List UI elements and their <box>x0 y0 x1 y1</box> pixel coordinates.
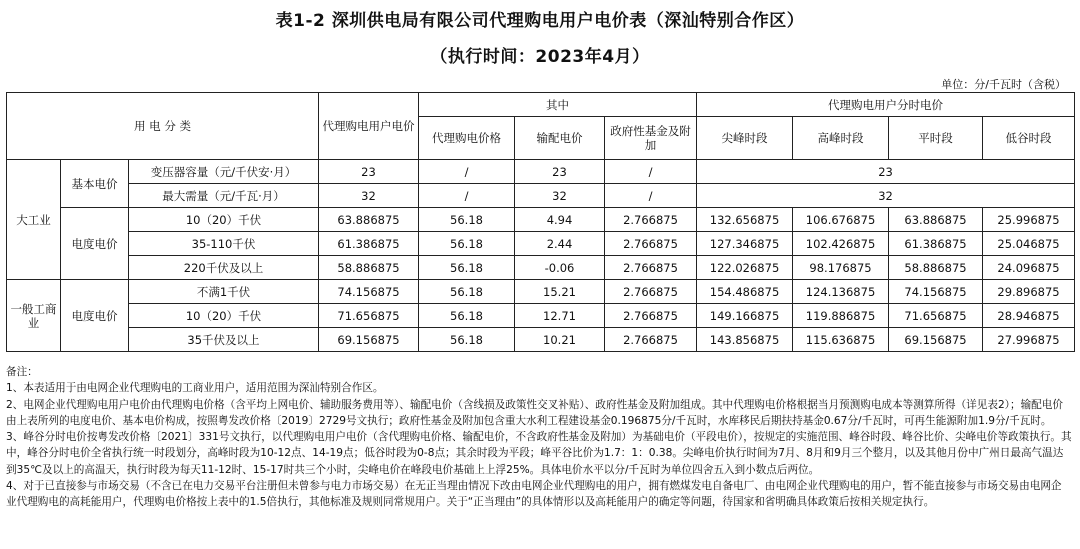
row-label: 10（20）千伏 <box>129 208 319 232</box>
cell-sharp: 143.856875 <box>697 328 793 352</box>
note-2: 2、电网企业代理购电用户电价由代理购电价格（含平均上网电价、辅助服务费用等）、输配电价（含线损及政策性交叉补贴）、政府性基金及附加组成。其中代理购电价格根据当月预测购电成本等测算所得（详见表2）；输配电价由上表所列的电度电价、基本电价构成，按照粤发改价格〔2019〕2729号文执行；政府性基金及附加包含重大水利工程建设基金0.196875分/千瓦时，水库移民后期扶持基金0.67分/千瓦时，可再生能源附加1.9分/千瓦时。 <box>6 398 1063 427</box>
cell-sharp: 127.346875 <box>697 232 793 256</box>
table-row <box>7 160 1075 184</box>
notes-heading: 备注： <box>6 366 38 378</box>
cell-peak: 98.176875 <box>793 256 889 280</box>
row-label: 35-110千伏 <box>129 232 319 256</box>
cell-flat: 74.156875 <box>889 280 983 304</box>
cell-valley: 25.046875 <box>983 232 1075 256</box>
cell-transmission: -0.06 <box>515 256 605 280</box>
cell-flat: 61.386875 <box>889 232 983 256</box>
cell-sharp: 132.656875 <box>697 208 793 232</box>
cell-peak: 124.136875 <box>793 280 889 304</box>
cell-purchase: 56.18 <box>419 328 515 352</box>
header-row-1 <box>7 93 1075 117</box>
cell-proxy: 63.886875 <box>319 208 419 232</box>
cell-fund: 2.766875 <box>605 328 697 352</box>
header-proxy-purchase: 代理购电价格 <box>419 117 515 160</box>
cell-proxy: 74.156875 <box>319 280 419 304</box>
header-of-which: 其中 <box>419 93 697 117</box>
cell-transmission: 4.94 <box>515 208 605 232</box>
cell-purchase: 56.18 <box>419 256 515 280</box>
cell-transmission: 23 <box>515 160 605 184</box>
cell-transmission: 2.44 <box>515 232 605 256</box>
table-row <box>7 208 1075 232</box>
note-1: 1、本表适用于由电网企业代理购电的工商业用户，适用范围为深汕特别合作区。 <box>6 382 384 395</box>
table-subtitle: （执行时间：2023年4月） <box>430 47 650 67</box>
table-row <box>7 256 1075 280</box>
cell-valley: 29.896875 <box>983 280 1075 304</box>
header-peak: 高峰时段 <box>793 117 889 160</box>
cell-sharp: 149.166875 <box>697 304 793 328</box>
notes-section <box>6 364 1072 511</box>
cell-purchase: 56.18 <box>419 232 515 256</box>
cell-flat: 69.156875 <box>889 328 983 352</box>
cell-fund: / <box>605 184 697 208</box>
cell-sharp: 122.026875 <box>697 256 793 280</box>
cell-purchase: / <box>419 160 515 184</box>
table-row <box>7 184 1075 208</box>
group-general: 一般工商业 <box>7 280 61 352</box>
subgroup-energy-price: 电度电价 <box>61 208 129 280</box>
cell-peak: 119.886875 <box>793 304 889 328</box>
header-peak-sharp: 尖峰时段 <box>697 117 793 160</box>
table-row <box>7 280 1075 304</box>
subgroup-basic-price: 基本电价 <box>61 160 129 208</box>
header-fund: 政府性基金及附加 <box>605 117 697 160</box>
group-large-industry: 大工业 <box>7 160 61 280</box>
row-label: 最大需量（元/千瓦·月） <box>129 184 319 208</box>
cell-peak: 115.636875 <box>793 328 889 352</box>
header-valley: 低谷时段 <box>983 117 1075 160</box>
cell-valley: 27.996875 <box>983 328 1075 352</box>
header-proxy-price: 代理购电用户电价 <box>319 93 419 160</box>
cell-flat: 71.656875 <box>889 304 983 328</box>
unit-label: 单位：分/千瓦时（含税） <box>941 78 1066 91</box>
cell-transmission: 10.21 <box>515 328 605 352</box>
cell-purchase: 56.18 <box>419 280 515 304</box>
cell-transmission: 12.71 <box>515 304 605 328</box>
price-table <box>6 92 1075 352</box>
cell-tou: 32 <box>697 184 1075 208</box>
cell-sharp: 154.486875 <box>697 280 793 304</box>
cell-flat: 63.886875 <box>889 208 983 232</box>
cell-proxy: 61.386875 <box>319 232 419 256</box>
cell-fund: / <box>605 160 697 184</box>
cell-proxy: 69.156875 <box>319 328 419 352</box>
cell-flat: 58.886875 <box>889 256 983 280</box>
cell-purchase: / <box>419 184 515 208</box>
cell-peak: 106.676875 <box>793 208 889 232</box>
cell-proxy: 32 <box>319 184 419 208</box>
table-row <box>7 232 1075 256</box>
subgroup-energy-price-2: 电度电价 <box>61 280 129 352</box>
row-label: 变压器容量（元/千伏安·月） <box>129 160 319 184</box>
cell-purchase: 56.18 <box>419 304 515 328</box>
header-category: 用 电 分 类 <box>7 93 319 160</box>
row-label: 10（20）千伏 <box>129 304 319 328</box>
cell-fund: 2.766875 <box>605 256 697 280</box>
note-3: 3、峰谷分时电价按粤发改价格〔2021〕331号文执行，以代理购电用户电价（含代理购电价格、输配电价，不含政府性基金及附加）为基础电价（平段电价），按规定的实施范围、峰谷时段、峰谷比价、尖峰电价等政策执行。其中，峰谷分时电价全省执行统一时段划分，高峰时段为10-12点、14-19点；低谷时段为0-8点；其余时段为平段；峰平谷比价为1.7：1：0.38。尖峰电价执行时间为7月、8月和9月三个整月，以及其他月份中广州日最高气温达到35℃及以上的高温天，执行时段为每天11-12时、15-17时共三个小时，尖峰电价在峰段电价基础上上浮25%。具体电价水平以分/千瓦时为单位四舍五入到小数点后两位。 <box>6 431 1072 476</box>
cell-fund: 2.766875 <box>605 304 697 328</box>
table-row <box>7 328 1075 352</box>
note-4: 4、对于已直接参与市场交易（不含已在电力交易平台注册但未曾参与电力市场交易）在无正当理由情况下改由电网企业代理购电的用户，拥有燃煤发电自备电厂、由电网企业代理购电的用户，暂不能直接参与市场交易由电网企业代理购电的高耗能用户，代理购电价格按上表中的1.5倍执行，其他标准及规则同常规用户。关于“正当理由”的具体情形以及高耗能用户的确定等问题，待国家和省明确具体政策后按相关规定执行。 <box>6 480 1062 509</box>
table-row <box>7 304 1075 328</box>
cell-fund: 2.766875 <box>605 232 697 256</box>
cell-proxy: 71.656875 <box>319 304 419 328</box>
row-label: 35千伏及以上 <box>129 328 319 352</box>
cell-valley: 25.996875 <box>983 208 1075 232</box>
cell-proxy: 23 <box>319 160 419 184</box>
cell-tou: 23 <box>697 160 1075 184</box>
cell-fund: 2.766875 <box>605 280 697 304</box>
header-transmission: 输配电价 <box>515 117 605 160</box>
cell-purchase: 56.18 <box>419 208 515 232</box>
cell-valley: 28.946875 <box>983 304 1075 328</box>
header-tou-group: 代理购电用户分时电价 <box>697 93 1075 117</box>
cell-transmission: 32 <box>515 184 605 208</box>
header-flat: 平时段 <box>889 117 983 160</box>
cell-proxy: 58.886875 <box>319 256 419 280</box>
cell-transmission: 15.21 <box>515 280 605 304</box>
cell-fund: 2.766875 <box>605 208 697 232</box>
cell-valley: 24.096875 <box>983 256 1075 280</box>
row-label: 不满1千伏 <box>129 280 319 304</box>
table-title: 表1-2 深圳供电局有限公司代理购电用户电价表（深汕特别合作区） <box>275 11 805 31</box>
cell-peak: 102.426875 <box>793 232 889 256</box>
row-label: 220千伏及以上 <box>129 256 319 280</box>
